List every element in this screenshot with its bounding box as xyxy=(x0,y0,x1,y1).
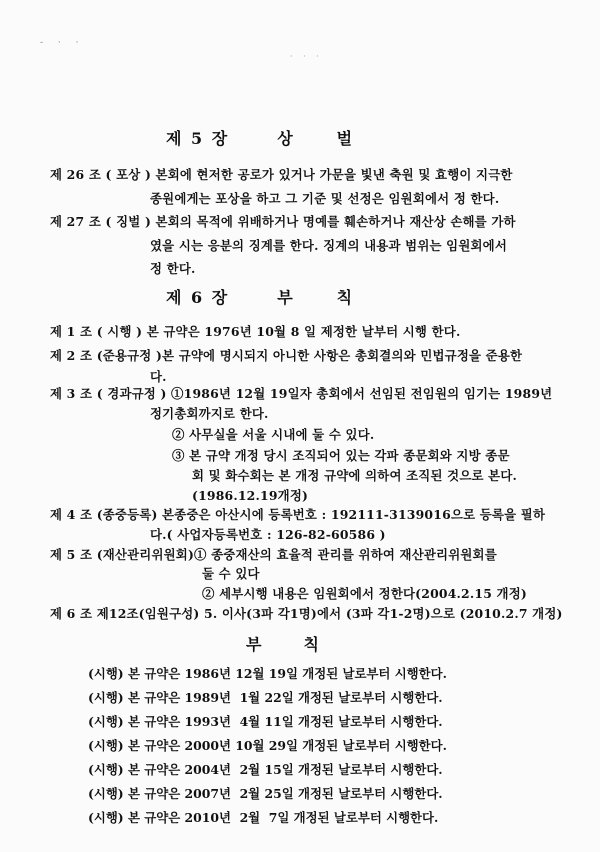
article-line: 회 및 화수회는 본 개정 규약에 의하여 조직된 것으로 본다. xyxy=(192,468,518,483)
article-line: 제 2 조 (준용규정 )본 규약에 명시되지 아니한 사항은 총회결의와 민법규정을 준용한 xyxy=(50,348,523,363)
enforcement-line: (시행) 본 규약은 1993년 4월 11일 개정된 날로부터 시행한다. xyxy=(88,714,443,729)
article-line: 다.( 사업자등록번호 : 126-82-60586 ) xyxy=(150,527,386,542)
enforcement-line: (시행) 본 규약은 2000년 10월 29일 개정된 날로부터 시행한다. xyxy=(88,738,447,753)
article-line: 제 3 조 ( 경과규정 ) ①1986년 12월 19일자 총회에서 선임된 전임원의 임기는 1989년 xyxy=(50,386,553,401)
appendix-title-char: 칙 xyxy=(303,635,319,654)
article-line: 제 6 조 제12조(임원구성) 5. 이사(3파 각1명)에서 (3파 각1-2명)으로 (2010.2.7 개정) xyxy=(50,606,563,621)
enforcement-line: (시행) 본 규약은 2004년 2월 15일 개정된 날로부터 시행한다. xyxy=(88,762,443,777)
chapter-title-char: 벌 xyxy=(336,129,353,148)
enforcement-line: (시행) 본 규약은 2010년 2월 7일 개정된 날로부터 시행한다. xyxy=(88,810,439,825)
article-line: 제 4 조 (종중등록) 본종중은 아산시에 등록번호 : 192111-3139016으로 등록을 필하 xyxy=(50,507,546,522)
article-line: 제 1 조 ( 시행 ) 본 규약은 1976년 10월 8 일 제정한 날부터 시행 한다. xyxy=(50,324,461,339)
chapter-5-heading xyxy=(166,126,352,149)
article-line: 종원에게는 포상을 하고 그 기준 및 선정은 임원회에서 정 한다. xyxy=(150,191,500,206)
chapter-number: 제 5 장 xyxy=(166,129,230,148)
article-line: 제 26 조 ( 포상 ) 본회에 현저한 공로가 있거나 가문을 빛낸 축원 및 효행이 지극한 xyxy=(50,167,513,182)
article-line: ② 세부시행 내용은 임원회에서 정한다(2004.2.15 개정) xyxy=(202,586,527,601)
article-line: ③ 본 규약 개정 당시 조직되어 있는 각파 종문회와 지방 종문 xyxy=(172,448,510,463)
scan-speck: · · · xyxy=(290,52,323,61)
appendix-title-char: 부 xyxy=(246,635,262,654)
scan-speck: - · · xyxy=(40,38,85,48)
article-line: 였을 시는 응분의 징계를 한다. 징계의 내용과 범위는 임원회에서 xyxy=(150,238,508,253)
article-line: 제 5 조 (재산관리위원회)① 종중재산의 효율적 관리를 위하여 재산관리위원회를 xyxy=(50,547,497,562)
article-line: 정 한다. xyxy=(150,261,196,276)
article-line: 다. xyxy=(150,369,167,384)
article-line: 둘 수 있다 xyxy=(202,566,260,581)
article-line: 정기총회까지로 한다. xyxy=(150,406,269,421)
article-line: 제 27 조 ( 징벌 ) 본회의 목적에 위배하거나 명예를 훼손하거나 재산상 손해를 가하 xyxy=(50,214,516,229)
chapter-title-char: 칙 xyxy=(336,288,353,307)
enforcement-line: (시행) 본 규약은 1986년 12월 19일 개정된 날로부터 시행한다. xyxy=(88,666,447,681)
chapter-number: 제 6 장 xyxy=(166,288,230,307)
chapter-6-heading xyxy=(166,285,352,308)
article-line: (1986.12.19개정) xyxy=(192,488,309,503)
chapter-title-char: 부 xyxy=(277,288,293,307)
chapter-title-char: 상 xyxy=(277,129,293,148)
enforcement-line: (시행) 본 규약은 1989년 1월 22일 개정된 날로부터 시행한다. xyxy=(88,690,443,705)
enforcement-line: (시행) 본 규약은 2007년 2월 25일 개정된 날로부터 시행한다. xyxy=(88,786,443,801)
appendix-heading xyxy=(246,632,319,655)
article-line: ② 사무실을 서울 시내에 둘 수 있다. xyxy=(172,427,375,442)
